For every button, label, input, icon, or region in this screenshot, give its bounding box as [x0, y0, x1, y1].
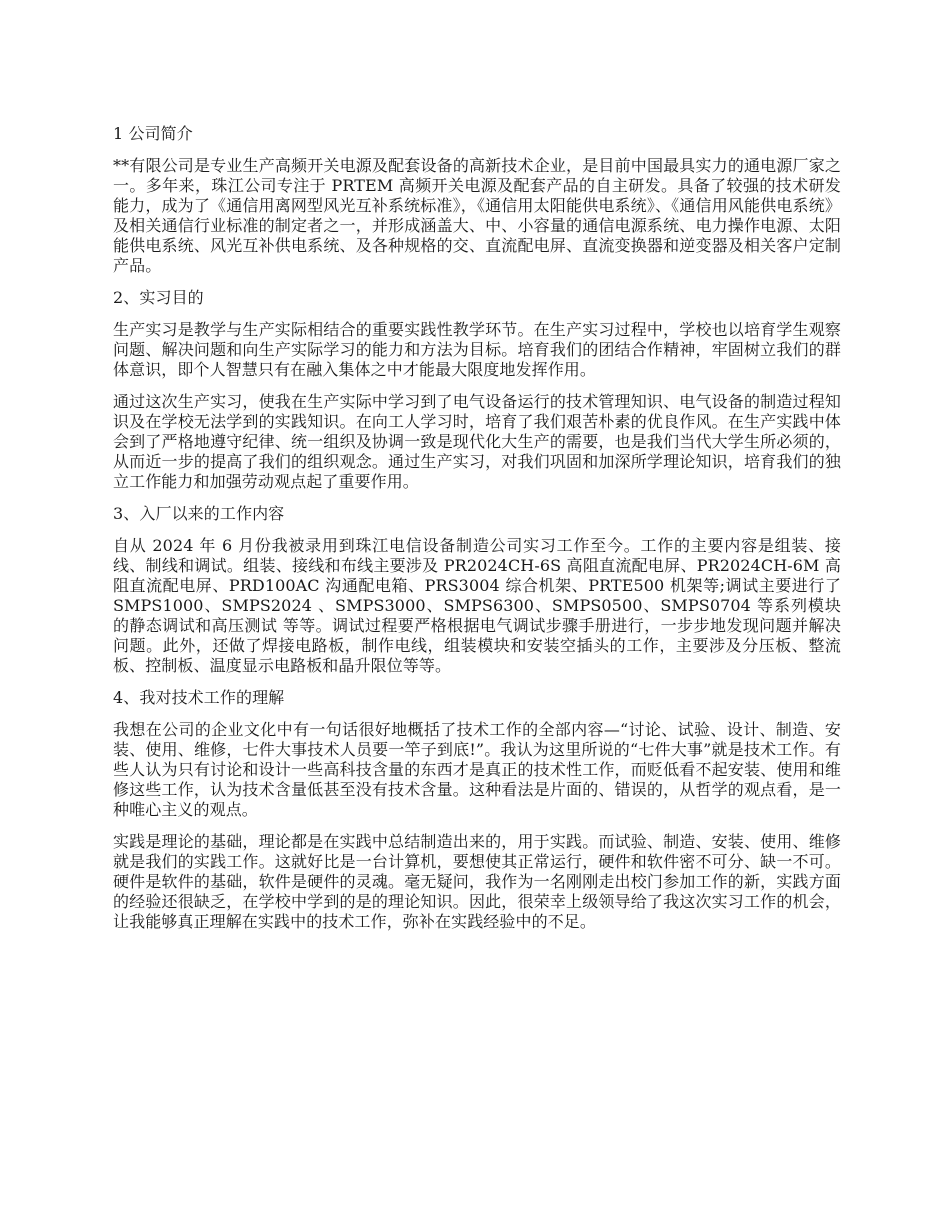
- section-tech-understanding: [113, 688, 841, 932]
- document-page: [113, 124, 841, 944]
- section-company-intro: [113, 124, 841, 276]
- paragraph: 实践是理论的基础，理论都是在实践中总结制造出来的，用于实践。而试验、制造、安装、使用、维修就是我们的实践工作。这就好比是一台计算机，要想使其正常运行，硬件和软件密不可分、缺一不可。硬件是软件的基础，软件是硬件的灵魂。毫无疑问，我作为一名刚刚走出校门参加工作的新，实践方面的经验还很缺乏，在学校中学到的是的理论知识。因此，很荣幸上级领导给了我这次实习工作的机会，让我能够真正理解在实践中的技术工作，弥补在实践经验中的不足。: [113, 832, 841, 931]
- section-heading: 3、入厂以来的工作内容: [113, 504, 285, 523]
- section-heading: 1 公司简介: [113, 124, 193, 143]
- section-heading: 4、我对技术工作的理解: [113, 688, 285, 707]
- paragraph: **有限公司是专业生产高频开关电源及配套设备的高新技术企业，是目前中国最具实力的通电源厂家之一。多年来，珠江公司专注于 PRTEM 高频开关电源及配套产品的自主研发。具备了较强的技术研发能力，成为了《通信用离网型风光互补系统标准》，《通信用太阳能供电系统》、《通信用风能供电系统》及相关通信行业标准的制定者之一，并形成涵盖大、中、小容量的通信电源系统、电力操作电源、太阳能供电系统、风光互补供电系统、及各种规格的交、直流配电屏、直流变换器和逆变器及相关客户定制产品。: [113, 156, 841, 275]
- paragraph: 生产实习是教学与生产实际相结合的重要实践性教学环节。在生产实习过程中，学校也以培育学生观察问题、解决问题和向生产实际学习的能力和方法为目标。培育我们的团结合作精神，牢固树立我们的群体意识，即个人智慧只有在融入集体之中才能最大限度地发挥作用。: [113, 320, 841, 379]
- paragraph: 我想在公司的企业文化中有一句话很好地概括了技术工作的全部内容—“讨论、试验、设计、制造、安装、使用、维修，七件大事技术人员要一竿子到底!”。我认为这里所说的“七件大事”就是技术工作。有些人认为只有讨论和设计一些高科技含量的东西才是真正的技术性工作，而贬低看不起安装、使用和维修这些工作，认为技术含量低甚至没有技术含量。这种看法是片面的、错误的，从哲学的观点看，是一种唯心主义的观点。: [113, 720, 841, 819]
- section-internship-purpose: [113, 288, 841, 492]
- paragraph: 通过这次生产实习，使我在生产实际中学习到了电气设备运行的技术管理知识、电气设备的制造过程知识及在学校无法学到的实践知识。在向工人学习时，培育了我们艰苦朴素的优良作风。在生产实践中体会到了严格地遵守纪律、统一组织及协调一致是现代化大生产的需要，也是我们当代大学生所必须的，从而近一步的提高了我们的组织观念。通过生产实习，对我们巩固和加深所学理论知识，培育我们的独立工作能力和加强劳动观点起了重要作用。: [113, 392, 841, 491]
- paragraph: 自从 2024 年 6 月份我被录用到珠江电信设备制造公司实习工作至今。工作的主要内容是组装、接线、制线和调试。组装、接线和布线主要涉及 PR2024CH-6S 高阻直流配电屏、PR2024CH-6M 高阻直流配电屏、PRD100AC 沟通配电箱、PRS3004 综合机架、PRTE500 机架等;调试主要进行了 SMPS1000、SMPS2024 、SMPS3000、SMPS6300、SMPS0500、SMPS0704 等系列模块的静态调试和高压测试 等等。调试过程要严格根据电气调试步骤手册进行，一步步地发现问题并解决问题。此外，还做了焊接电路板，制作电线，组装模块和安装空插头的工作，主要涉及分压板、整流板、控制板、温度显示电路板和晶升限位等等。: [113, 536, 841, 675]
- section-heading: 2、实习目的: [113, 288, 204, 307]
- section-work-content: [113, 504, 841, 676]
